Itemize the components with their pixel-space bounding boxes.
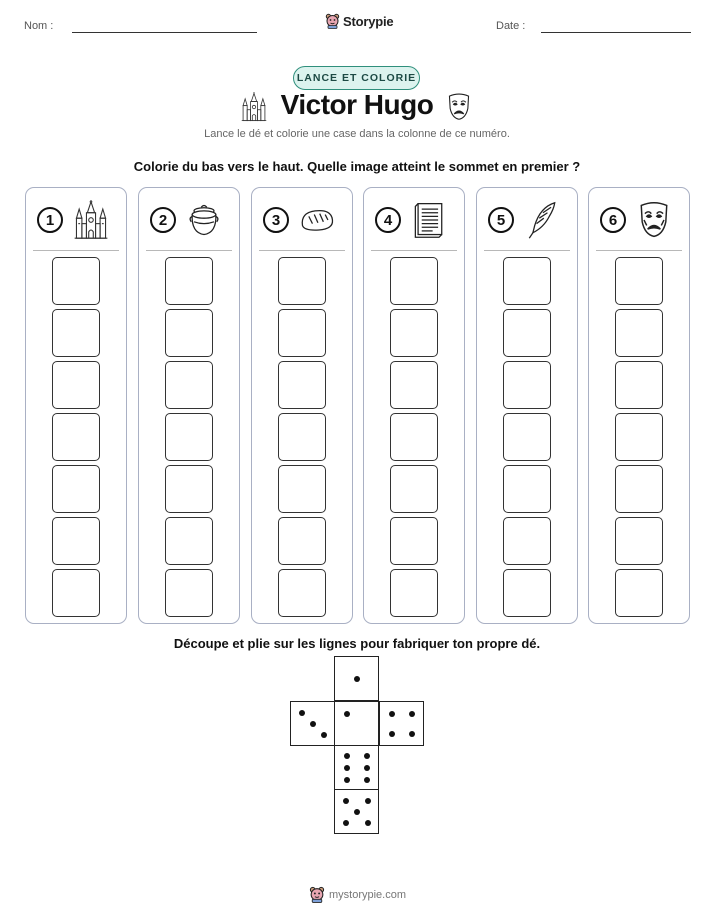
column-number: 3 — [263, 207, 289, 233]
column-divider — [596, 250, 682, 251]
die-face-center — [334, 701, 379, 746]
column-divider — [259, 250, 345, 251]
color-box[interactable] — [615, 361, 663, 409]
brand-name: Storypie — [343, 13, 394, 29]
color-box[interactable] — [390, 257, 438, 305]
page-title: Victor Hugo — [280, 89, 434, 120]
color-box[interactable] — [165, 413, 213, 461]
die-pip — [365, 798, 371, 804]
color-box[interactable] — [52, 309, 100, 357]
column-2 — [138, 187, 240, 624]
color-box[interactable] — [278, 465, 326, 513]
die-pip — [364, 753, 370, 759]
storypie-mascot-icon — [309, 886, 325, 903]
color-box[interactable] — [52, 517, 100, 565]
bread-loaf-icon — [297, 200, 337, 240]
die-pip — [299, 710, 305, 716]
dice-instruction: Découpe et plie sur les lignes pour fabriquer ton propre dé. — [173, 636, 541, 651]
color-box[interactable] — [503, 257, 551, 305]
footer — [309, 886, 406, 903]
column-header — [488, 200, 568, 240]
column-header — [150, 200, 230, 240]
die-pip — [364, 765, 370, 771]
theater-mask-icon — [445, 92, 473, 122]
die-pip — [409, 731, 415, 737]
color-box[interactable] — [390, 413, 438, 461]
color-box[interactable] — [278, 361, 326, 409]
column-4 — [363, 187, 465, 624]
column-5 — [476, 187, 578, 624]
die-pip — [354, 676, 360, 682]
instruction: Colorie du bas vers le haut. Quelle image atteint le sommet en premier ? — [133, 159, 581, 174]
column-number: 4 — [375, 207, 401, 233]
color-box[interactable] — [615, 465, 663, 513]
column-divider — [33, 250, 119, 251]
column-divider — [484, 250, 570, 251]
color-box[interactable] — [278, 413, 326, 461]
die-pip — [344, 777, 350, 783]
column-header — [263, 200, 343, 240]
footer-url[interactable]: mystorypie.com — [329, 888, 407, 901]
color-box[interactable] — [390, 361, 438, 409]
die-face-left — [290, 701, 335, 746]
die-pip — [343, 820, 349, 826]
color-box[interactable] — [503, 309, 551, 357]
die-pip — [310, 721, 316, 727]
die-face-bottom — [334, 789, 379, 834]
color-box[interactable] — [278, 569, 326, 617]
cathedral-icon — [71, 200, 111, 240]
color-box[interactable] — [52, 465, 100, 513]
column-number: 5 — [488, 207, 514, 233]
die-face-right — [379, 701, 424, 746]
color-box[interactable] — [278, 309, 326, 357]
column-number: 2 — [150, 207, 176, 233]
color-box[interactable] — [390, 517, 438, 565]
column-number: 6 — [600, 207, 626, 233]
storypie-mascot-icon — [325, 13, 340, 29]
color-box[interactable] — [52, 569, 100, 617]
color-box[interactable] — [503, 569, 551, 617]
theater-mask-icon — [634, 200, 674, 240]
color-box[interactable] — [165, 257, 213, 305]
column-header — [600, 200, 680, 240]
die-pip — [365, 820, 371, 826]
quill-feather-icon — [522, 200, 562, 240]
color-box[interactable] — [278, 517, 326, 565]
die-pip — [344, 711, 350, 717]
die-pip — [354, 809, 360, 815]
color-box[interactable] — [165, 517, 213, 565]
die-pip — [344, 753, 350, 759]
color-box[interactable] — [503, 517, 551, 565]
column-number: 1 — [37, 207, 63, 233]
name-line — [72, 32, 257, 33]
die-pip — [344, 765, 350, 771]
soup-pot-icon — [184, 200, 224, 240]
column-divider — [146, 250, 232, 251]
color-box[interactable] — [165, 569, 213, 617]
color-box[interactable] — [52, 257, 100, 305]
color-box[interactable] — [52, 361, 100, 409]
color-box[interactable] — [165, 309, 213, 357]
name-label: Nom : — [24, 20, 54, 32]
color-box[interactable] — [503, 413, 551, 461]
color-box[interactable] — [390, 309, 438, 357]
color-box[interactable] — [278, 257, 326, 305]
column-3 — [251, 187, 353, 624]
die-pip — [343, 798, 349, 804]
activity-badge: LANCE ET COLORIE — [293, 66, 420, 90]
die-pip — [364, 777, 370, 783]
column-header — [37, 200, 117, 240]
color-box[interactable] — [503, 465, 551, 513]
die-face-below — [334, 745, 379, 790]
color-box[interactable] — [503, 361, 551, 409]
subtitle: Lance le dé et colorie une case dans la colonne de ce numéro. — [204, 128, 510, 140]
color-box[interactable] — [615, 517, 663, 565]
die-pip — [389, 731, 395, 737]
column-header — [375, 200, 455, 240]
column-1 — [25, 187, 127, 624]
color-box[interactable] — [615, 413, 663, 461]
color-box[interactable] — [615, 257, 663, 305]
brand-logo — [325, 13, 393, 29]
die-pip — [321, 732, 327, 738]
die-pip — [409, 711, 415, 717]
date-label: Date : — [496, 20, 526, 32]
book-icon — [409, 200, 449, 240]
color-box[interactable] — [390, 465, 438, 513]
date-line — [541, 32, 691, 33]
color-box[interactable] — [165, 465, 213, 513]
color-box[interactable] — [52, 413, 100, 461]
color-box[interactable] — [165, 361, 213, 409]
column-6 — [588, 187, 690, 624]
color-box[interactable] — [615, 309, 663, 357]
die-face-top — [334, 656, 379, 701]
color-box[interactable] — [615, 569, 663, 617]
die-pip — [389, 711, 395, 717]
color-box[interactable] — [390, 569, 438, 617]
column-divider — [371, 250, 457, 251]
